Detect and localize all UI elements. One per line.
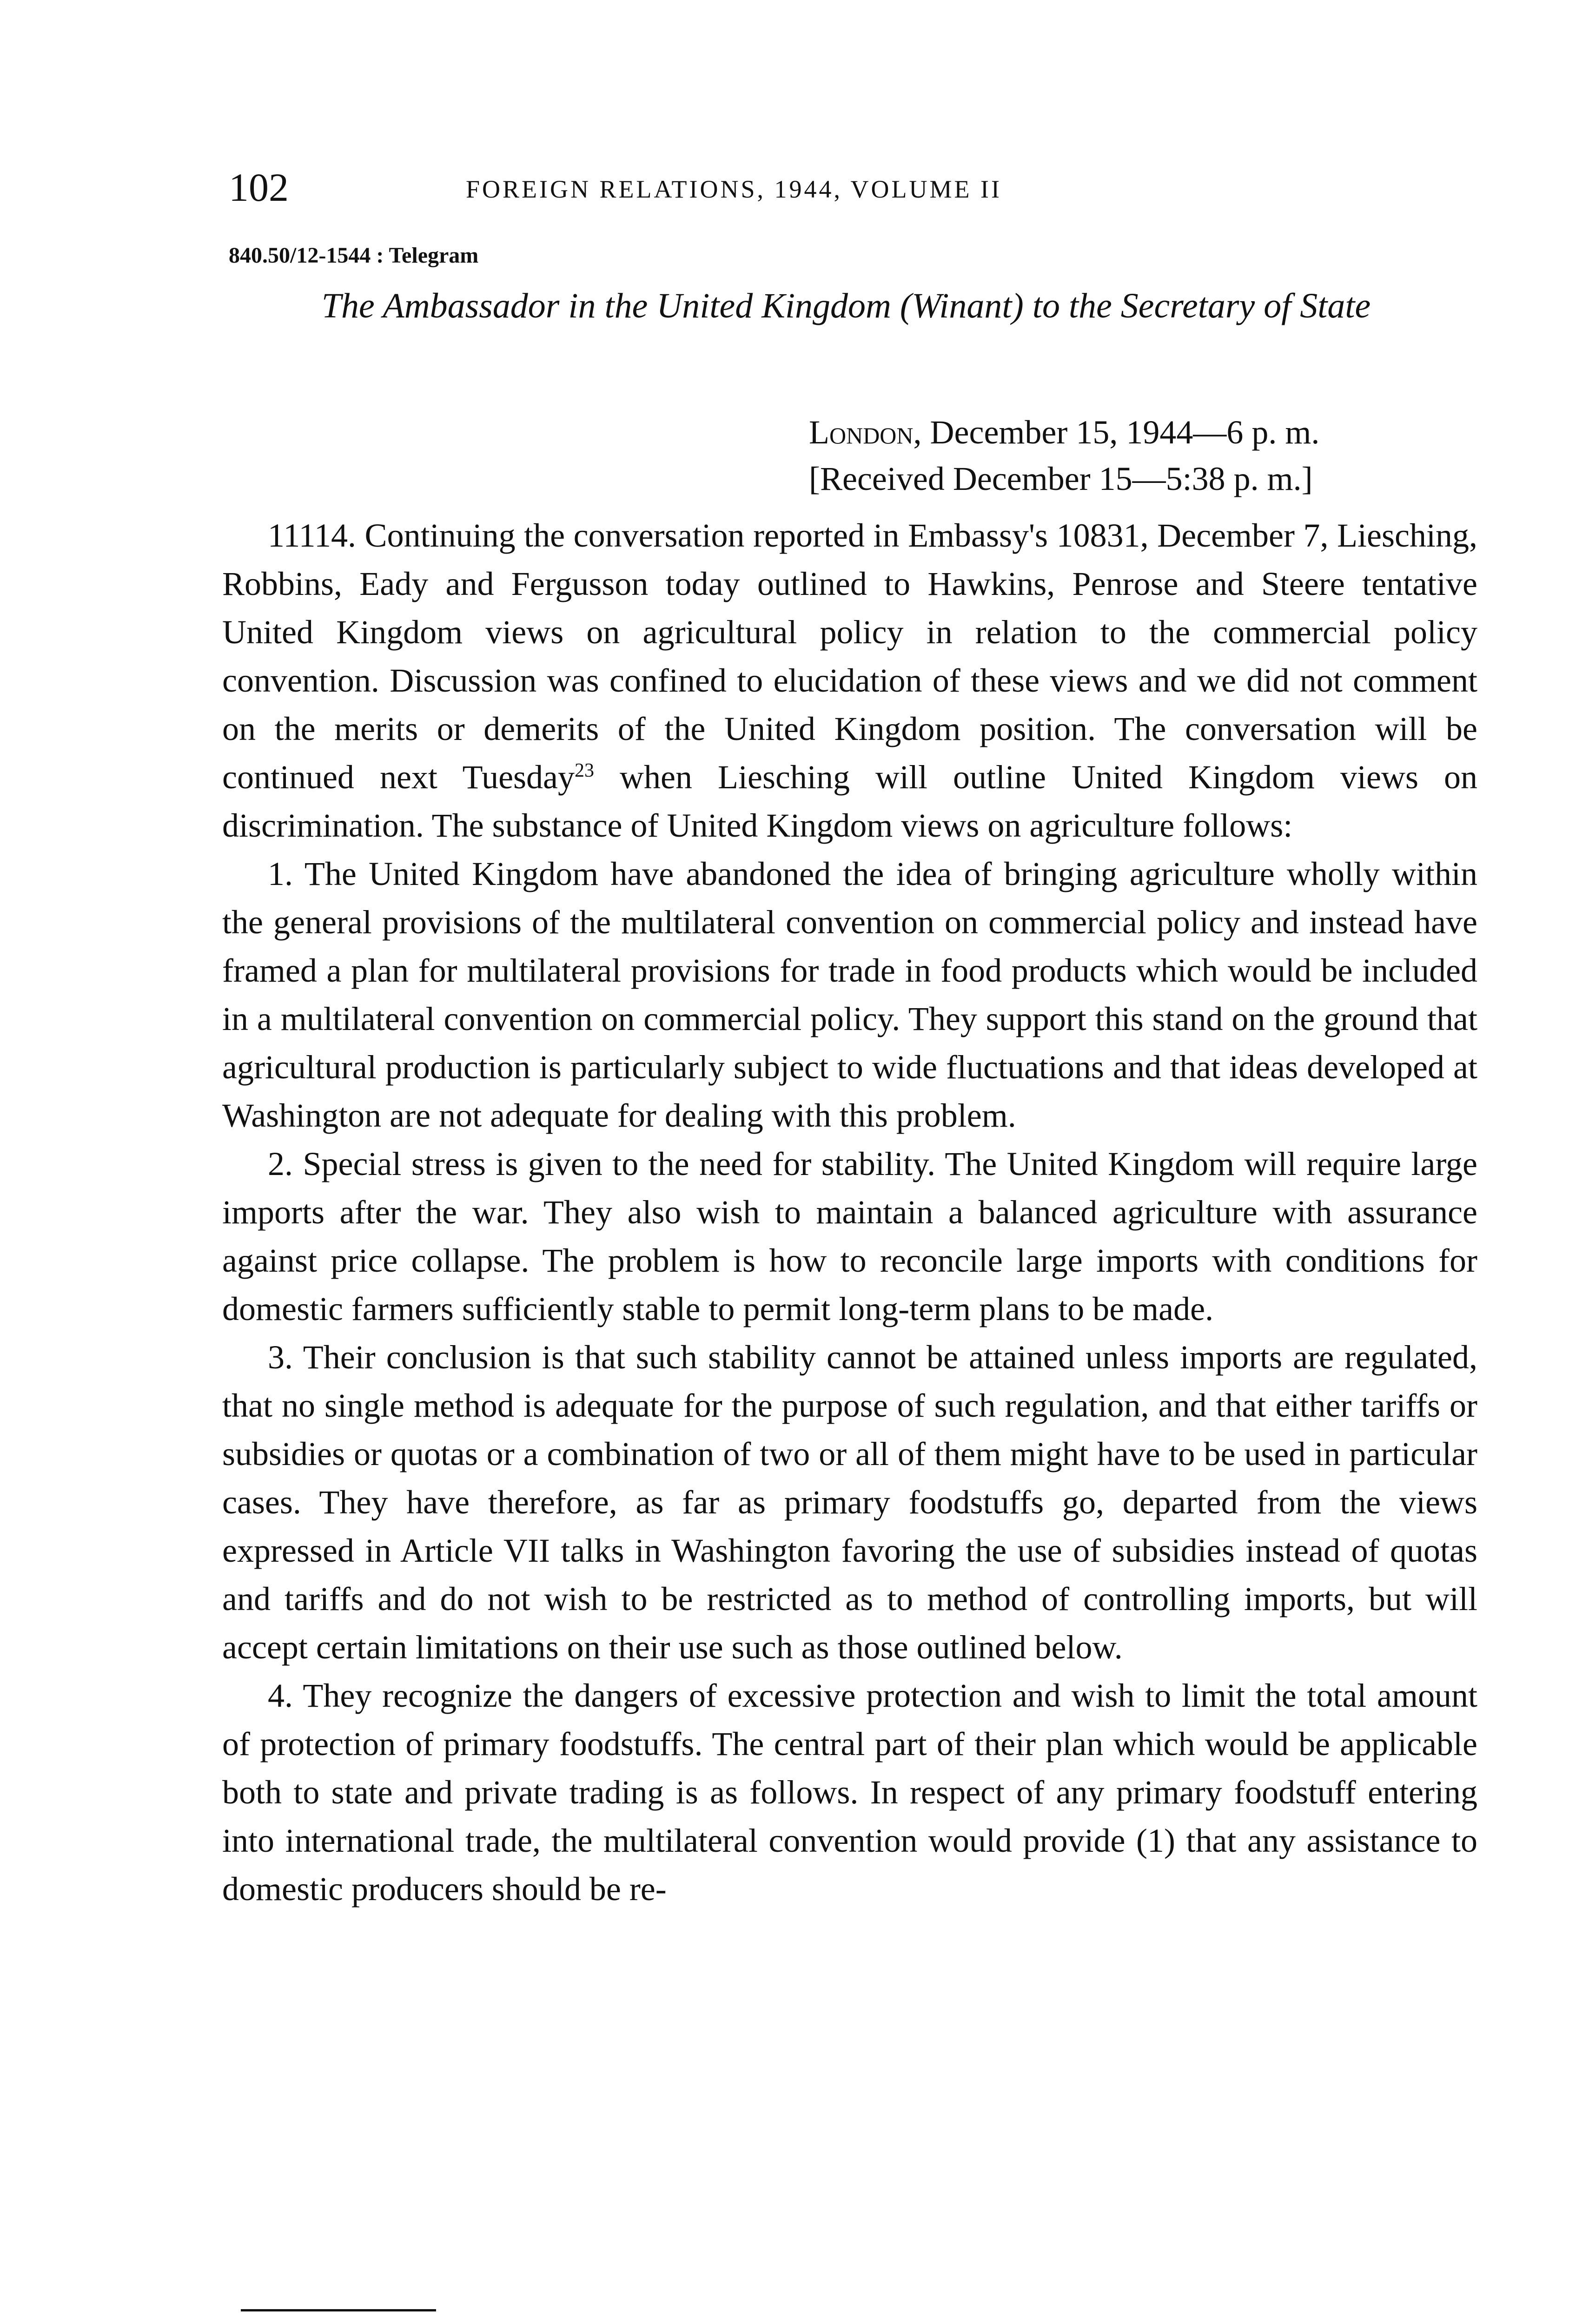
paragraph-point-3: 3. Their conclusion is that such stability cannot be attained unless imports are regulated, that no single method is adequate for the purpose of such regulation, and that either tariffs or subsidies or quotas or a combination of two or all of them might have to be used in particular cases. They have therefore, as far as primary foodstuffs go, departed from the views expressed in Article VII talks in Washington favoring the use of subsidies instead of quotas and tariffs and do not wish to be restricted as to method of controlling imports, but will accept certain limitations on their use such as those outlined below. [222,1339,1477,1666]
dateline [809,409,1319,502]
footnote-divider [241,2309,436,2311]
paragraph-point-1: 1. The United Kingdom have abandoned the idea of bringing agriculture wholly within the general provisions of the multilateral convention on commercial policy and instead have framed a plan for multilateral provisions for trade in food products which would be included in a multilateral convention on commercial policy. They support this stand on the ground that agricultural production is particularly subject to wide fluctuations and that ideas developed at Washington are not adequate for dealing with this problem. [222,855,1477,1134]
paragraph-intro-text: 11114. Continuing the conversation reported in Embassy's 10831, December 7, Liesching, Robbins, Eady and Fergusson today outlined to Hawkins, Penrose and Steere tentative United Kingdom views on agricultural policy in relation to the commercial policy convention. Discussion was confined to elucidation of these views and we did not comment on the merits or demerits of the United Kingdom position. The conversation will be continued next Tuesday [222,517,1477,796]
footnote-reference[interactable]: 23 [575,760,595,781]
paragraph-point-2: 2. Special stress is given to the need for stability. The United Kingdom will require large imports after the war. They also wish to maintain a balanced agriculture with assurance against price collapse. The problem is how to reconcile large imports with conditions for domestic farmers sufficiently stable to permit long-term plans to be made. [222,1145,1477,1327]
dateline-place: London [809,414,914,451]
file-number: 840.50/12-1544 : Telegram [229,243,479,268]
paragraph-intro [222,511,1477,850]
page-number: 102 [229,165,289,210]
dateline-sent [809,409,1319,456]
dateline-received: [Received December 15—5:38 p. m.] [809,460,1313,497]
running-head [229,166,1383,208]
telegram-body [222,511,1477,1913]
running-title: FOREIGN RELATIONS, 1944, VOLUME II [466,175,1002,203]
paragraph-point-4: 4. They recognize the dangers of excessive protection and wish to limit the total amount of protection of primary foodstuffs. The central part of their plan which would be applicable both to state and private trading is as follows. In respect of any primary foodstuff entering into international trade, the multilateral convention would provide (1) that any assistance to domestic producers should be re- [222,1677,1477,1908]
paragraph-intro-continued: when Liesching will outline United Kingdom views on discrimination. The substance of United Kingdom views on agriculture follows: [222,759,1477,844]
document-title: The Ambassador in the United Kingdom (Winant) to the Secretary of State [321,286,1371,325]
dateline-date: , December 15, 1944—6 p. m. [913,414,1320,451]
